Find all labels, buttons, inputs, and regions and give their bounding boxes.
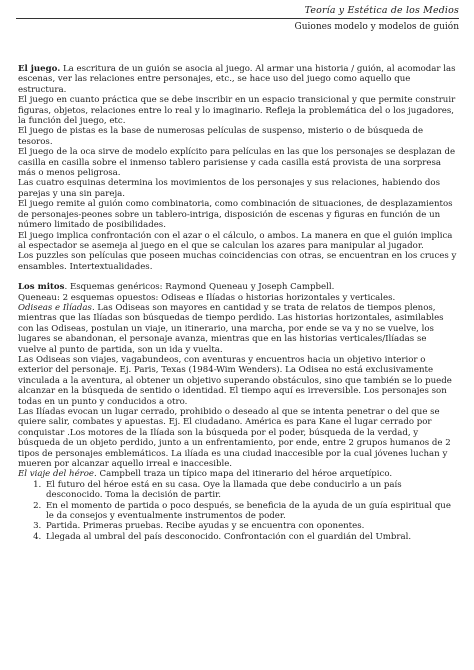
viaje-label: El viaje del héroe bbox=[18, 469, 95, 480]
paragraph: El juego de la oca sirve de modelo explícito para películas en las que los personajes se desplazan de casilla en casilla sobre el inmenso tablero parisiense y cada casilla está provista de una sorpresa más o menos peligrosa. bbox=[18, 147, 456, 179]
paragraph: Los puzzles son películas que poseen muchas coincidencias con otras, se encuentran en los cruces y ensambles. Intertextualidades. bbox=[18, 251, 457, 272]
list-item: 2. En el momento de partida o poco después, se beneficia de la ayuda de un guía espiritual que le da consejos y eventualmente instrumentos de poder. bbox=[44, 501, 457, 522]
paragraph: El juego remite al guión como combinatoria, como combinación de situaciones, de desplazamientos de personajes-peones sobre un tablero-intriga, disposición de escenas y figuras en función de un número limitado de posibilidades. bbox=[18, 199, 453, 231]
section1-label: El juego. bbox=[18, 64, 61, 74]
viaje-paragraph bbox=[18, 469, 457, 479]
paragraph: El juego implica confrontación con el azar o el cálculo, o ambos. La manera en que el guión implica al espectador se asemeja al juego en el que se calculan los azares para manipular al jugador. bbox=[18, 230, 453, 251]
section-gap bbox=[18, 272, 457, 282]
section2-intro bbox=[18, 282, 457, 292]
section1-intro bbox=[18, 64, 457, 95]
odiseas-paragraph bbox=[18, 303, 457, 355]
paragraph: Las cuatro esquinas determina los movimientos de los personajes y sus relaciones, habiendo dos parejas y una sin pareja. bbox=[18, 178, 440, 199]
odiseas-label: Odiseas e Ilíadas bbox=[18, 302, 92, 313]
list-item: 4. Llegada al umbral del país desconocido. Confrontación con el guardián del Umbral. bbox=[44, 532, 457, 542]
viaje-text: . Campbell traza un típico mapa del itinerario del héroe arquetípico. bbox=[94, 469, 393, 480]
list-item: 1. El futuro del héroe está en su casa. Oye la llamada que debe conducirlo a un país desconocido. Toma la decisión de partir. bbox=[44, 480, 457, 501]
section2-label: Los mitos bbox=[18, 282, 65, 293]
page-header bbox=[16, 6, 459, 33]
paragraph: El juego de pistas es la base de numerosas películas de suspenso, misterio o de búsqueda de tesoros. bbox=[18, 126, 424, 147]
header-title: Teoría y Estética de los Medios bbox=[304, 5, 459, 16]
paragraph: Las Ilíadas evocan un lugar cerrado, prohibido o deseado al que se intenta penetrar o del que se quiere salir, combates y apuestas. Ej. El ciudadano. América es para Kane el lugar cerrado por conquistar .Los motores de la Ilíada son la búsqueda por el poder, búsqueda de la verdad, y búsqueda de un objeto perdido, junto a un enfrentamiento, por ende, entre 2 grupos humanos de 2 tipos de personajes emblemáticos. La ilíada es una ciudad inaccesible por la cual jóvenes luchan y mueren por alcanzar aquello irreal e inaccesible. bbox=[18, 407, 451, 470]
section2-intro-text: . Esquemas genéricos: Raymond Queneau y Joseph Campbell. bbox=[64, 282, 335, 293]
paragraph: Las Odiseas son viajes, vagabundeos, con aventuras y encuentros hacia un objetivo interior o exterior del personaje. Ej. Paris, Texas (1984-Wim Wenders). La Odisea no está exclusivamente vinculada a la aventura, al obtener un objetivo superando obstáculos, sino que también se lo puede alcanzar en la búsqueda de sentido o identidad. El tiempo aquí es irreversible. Los personajes son todas en un punto y conducidos a otro. bbox=[18, 354, 452, 407]
section1-intro-text: La escritura de un guión se asocia al juego. Al armar una historia / guión, al acomodar las escenas, ver las relaciones entre personajes, etc., se hace uso del juego como aquello que estructura. bbox=[18, 64, 456, 95]
paragraph: El juego en cuanto práctica que se debe inscribir en un espacio transicional y que permite construir figuras, objetos, relaciones entre lo real y lo imaginario. Refleja la problemática del o los jugadores, la función del juego, etc. bbox=[18, 95, 456, 127]
list-item: 3. Partida. Primeras pruebas. Recibe ayudas y se encuentra con oponentes. bbox=[44, 521, 457, 531]
hero-journey-list bbox=[18, 480, 457, 542]
queneau-line: Queneau: 2 esquemas opuestos: Odiseas e Ilíadas o historias horizontales y verticales. bbox=[18, 292, 396, 303]
header-subtitle: Guiones modelo y modelos de guión bbox=[294, 22, 459, 33]
document-body bbox=[18, 64, 457, 542]
odiseas-text: . Las Odiseas son mayores en cantidad y se trata de relatos de tiempos plenos, mientras que las Ilíadas son búsquedas de tiempo perdido. Las historias horizontales, asimilables con las Odiseas, postulan un viaje, un itinerario, una marcha, por ende se va y no se vuelve, los lugares se abandonan, el personaje avanza, mientras que en las historias verticales/Ilíadas se vuelve al punto de partida, son un ida y vuelta. bbox=[18, 302, 444, 355]
